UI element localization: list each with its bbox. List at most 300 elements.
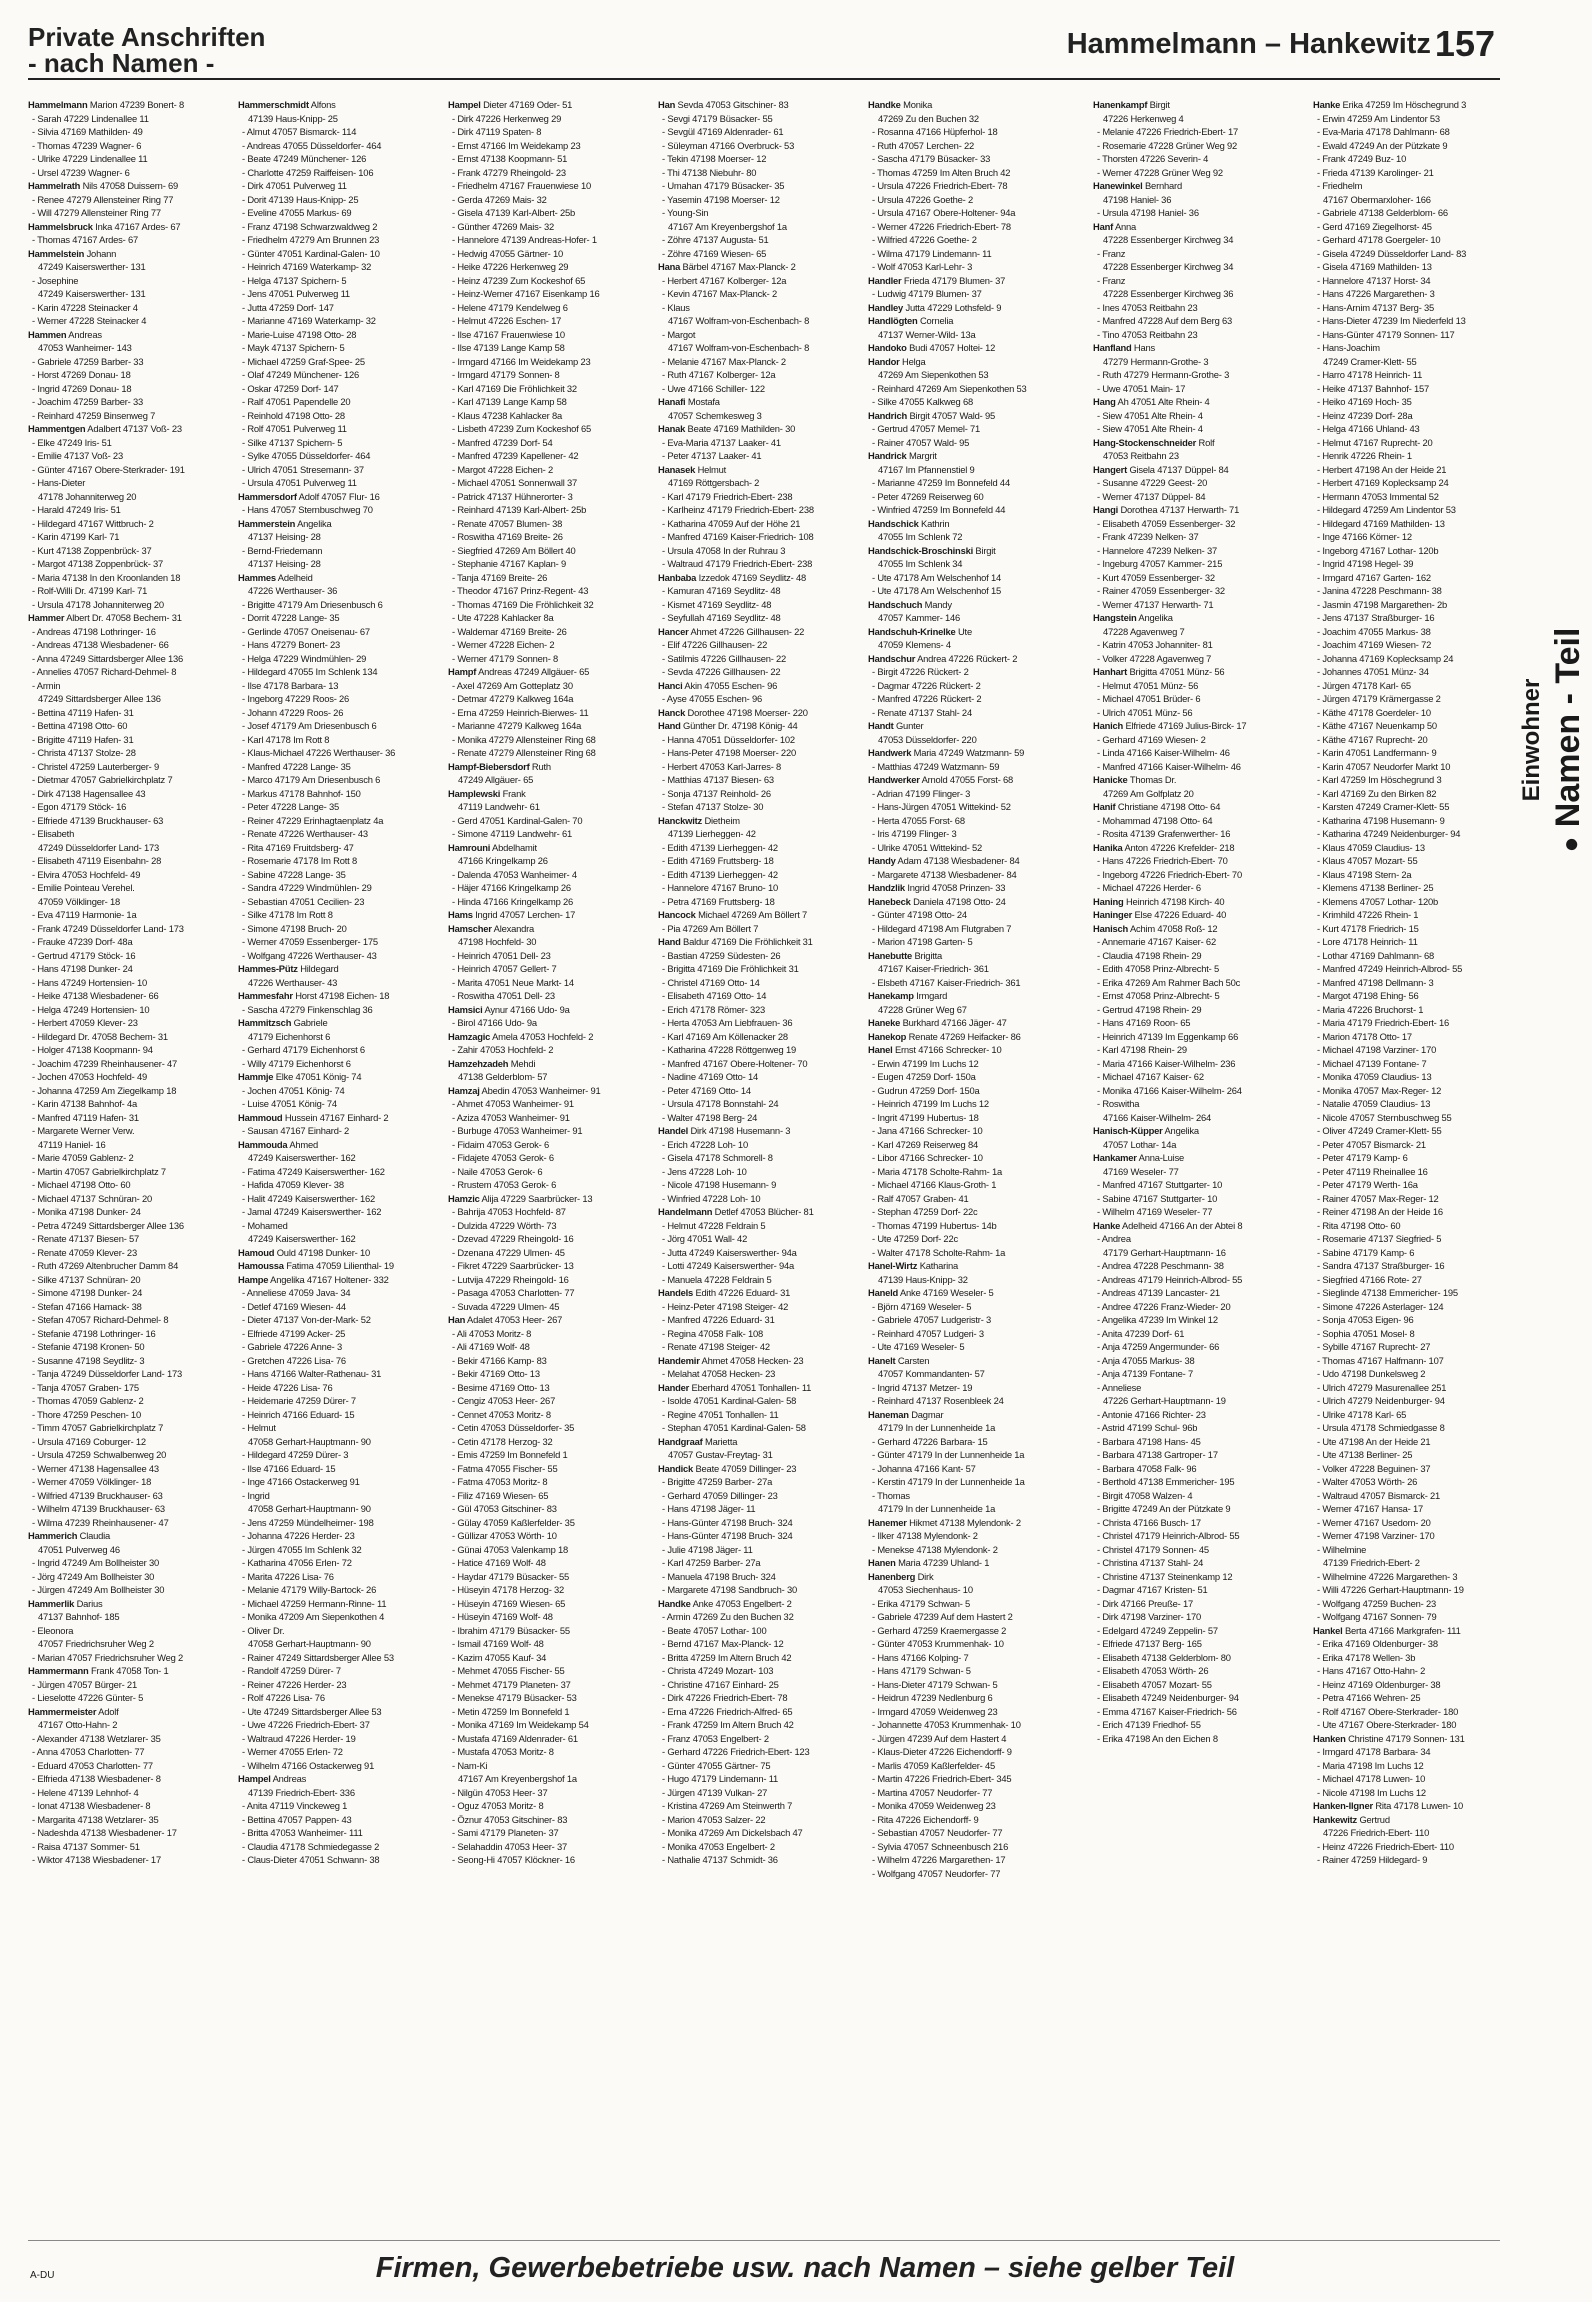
entry-details: - Karl 47169 Zu den Birken 82 [1317,787,1437,799]
directory-entry [238,935,443,949]
directory-entry [1313,1151,1498,1165]
entry-details: - Natalie 47059 Claudius- 13 [1317,1098,1431,1109]
directory-entry [448,1624,653,1638]
directory-entry [658,1219,863,1233]
entry-surname: Hanekop [868,1030,907,1042]
entry-details: - Ingeborg 47226 Friedrich-Ebert- 70 [1097,868,1242,880]
directory-entry [868,1772,1088,1786]
entry-details: Angelika 47167 Holtener- 332 [270,1273,389,1285]
entry-details: - Antonie 47166 Richter- 23 [1097,1408,1206,1420]
entry-details: - Claudia 47198 Rhein- 29 [1097,949,1202,961]
directory-entry [448,1813,653,1827]
entry-details: - Melahat 47058 Hecken- 23 [662,1368,776,1379]
directory-column [28,98,233,2228]
directory-entry [868,1448,1088,1462]
entry-details: - Frank 47249 Düsseldorfer Land- 173 [32,922,184,934]
entry-details: - Herbert 47169 Koplecksamp 24 [1317,477,1449,488]
entry-details: Burkhard 47166 Jäger- 47 [902,1017,1007,1028]
entry-details: - Ulrich 47051 Stresemann- 37 [242,463,364,475]
entry-details: - Helmut 47167 Ruprecht- 20 [1317,436,1433,448]
entry-details: - Thomas 47167 Halfmann- 107 [1317,1354,1444,1366]
directory-entry [238,719,443,733]
directory-entry [238,1664,443,1678]
entry-details: 47269 Am Siepenkothen 53 [878,369,989,380]
entry-surname: Hammelmann [28,99,88,110]
entry-details: - Monika 47279 Allensteiner Ring 68 [452,733,596,745]
entry-details: - Brigitta 47169 Die Fröhlichkeit 31 [662,963,799,974]
entry-details: - Uwe 47051 Main- 17 [1097,382,1186,394]
directory-entry [448,503,653,517]
entry-details: - Gerhard 47059 Dillinger- 23 [662,1489,778,1501]
entry-details: - Ursula 47169 Coburger- 12 [32,1435,146,1447]
directory-entry [238,287,443,301]
entry-details: - Siew 47051 Alte Rhein- 4 [1097,423,1203,434]
entry-details: - Simone 47226 Asterlager- 124 [1317,1300,1444,1312]
entry-details: - Elisabeth [32,828,75,839]
directory-entry [658,895,863,909]
entry-details: Kathrin [921,517,950,529]
directory-entry [658,503,863,517]
directory-entry [1093,301,1308,315]
entry-details: - Günter 47167 Obere-Sterkrader- 191 [32,463,185,475]
directory-entry [658,989,863,1003]
directory-entry [658,1772,863,1786]
entry-details: - Hinda 47166 Kringelkamp 26 [452,895,574,907]
directory-entry [448,1057,653,1071]
entry-details: - Bernd 47167 Max-Planck- 12 [662,1638,784,1649]
entry-details: - Holger 47138 Koopmann- 94 [32,1044,153,1055]
directory-entry [448,679,653,693]
entry-surname: Hanenkampf [1093,99,1148,110]
directory-entry [658,1097,863,1111]
directory-entry [1093,719,1308,733]
directory-entry [448,652,653,666]
entry-details: - Hüseyin 47169 Wiesen- 65 [452,1597,566,1609]
entry-details: - Klaus-Dieter 47226 Eichendorff- 9 [872,1746,1012,1757]
directory-entry [448,1151,653,1165]
entry-details: - Karlheinz 47179 Friedrich-Ebert- 238 [662,504,814,515]
directory-entry [448,1691,653,1705]
directory-entry [1093,1394,1308,1408]
directory-entry [238,1840,443,1854]
entry-details: - Hans 47249 Hortensien- 10 [32,976,147,988]
directory-entry [868,1124,1088,1138]
entry-details: - Werner 47226 Friedrich-Ebert- 78 [872,220,1011,232]
entry-details: - Kevin 47167 Max-Planck- 2 [662,288,777,299]
entry-details: 47053 Wanheimer- 143 [38,342,132,353]
entry-details: - Reinhard 47259 Binsenweg 7 [32,409,156,421]
directory-entry [28,1556,233,1570]
directory-entry [658,1664,863,1678]
entry-details: - Ingrid 47198 Hegel- 39 [1317,558,1414,569]
directory-entry [1093,530,1308,544]
entry-details: - Lisbeth 47239 Zum Kockeshof 65 [452,423,591,434]
directory-entry [448,625,653,639]
entry-details: - Olaf 47249 Münchener- 126 [242,369,360,380]
directory-entry [1093,746,1308,760]
entry-details: - Hans-Günter 47179 Sonnen- 117 [1317,328,1455,340]
entry-surname: Hanemer [868,1516,907,1528]
directory-entry [868,1205,1088,1219]
entry-details: - Gerhard 47178 Goergeler- 10 [1317,234,1441,245]
entry-details: Beate 47169 Mathilden- 30 [687,423,796,434]
directory-entry [238,1610,443,1624]
directory-entry [28,1232,233,1246]
entry-details: - Reinhard 47269 Am Siepenkothen 53 [872,382,1027,394]
directory-entry [1313,800,1498,814]
entry-details: Dietheim [704,814,740,826]
directory-entry [658,1813,863,1827]
directory-entry [1093,463,1308,477]
directory-entry [1313,760,1498,774]
directory-entry [868,503,1088,517]
entry-details: - Thorsten 47226 Severin- 4 [1097,153,1209,164]
directory-entry [448,166,653,180]
entry-details: - Jochen 47053 Hochfeld- 49 [32,1071,147,1082]
entry-surname: Hanckwitz [658,814,703,826]
directory-entry [1313,1192,1498,1206]
entry-surname: Handgraaf [658,1435,703,1447]
entry-surname: Hanke [1093,1219,1121,1231]
directory-entry [868,787,1088,801]
entry-details: - Heinz 47226 Friedrich-Ebert- 110 [1317,1840,1454,1852]
directory-entry [238,1570,443,1584]
entry-surname: Haninger [1093,909,1133,920]
directory-entry [448,1138,653,1152]
entry-details: Amela 47053 Hochfeld- 2 [492,1030,594,1042]
directory-entry [448,517,653,531]
directory-entry [868,530,1088,544]
entry-details: - Bettina 47057 Pappen- 43 [242,1813,352,1825]
entry-details: - Elisabeth 47138 Gelderblom- 80 [1097,1651,1231,1663]
directory-entry [1313,1408,1498,1422]
directory-entry [658,1300,863,1314]
entry-details: Gunter [895,720,924,731]
entry-details: - Jörg 47051 Wall- 42 [662,1233,748,1244]
directory-entry [658,854,863,868]
entry-details: - Gerlinde 47057 Oneisenau- 67 [242,625,370,637]
directory-entry [238,557,443,571]
directory-entry [1093,1016,1308,1030]
directory-entry [448,949,653,963]
entry-details: - Manfred 47169 Kaiser-Friedrich- 108 [662,531,814,542]
entry-surname: Hammes [238,571,276,583]
directory-entry [868,1111,1088,1125]
entry-details: - Randolf 47259 Dürer- 7 [242,1665,341,1676]
entry-details: - Helene 47179 Kendelweg 6 [452,301,568,313]
entry-details: - Silke 47137 Spichern- 5 [242,436,343,448]
directory-entry [448,1394,653,1408]
entry-details: - Thomas [872,1489,910,1501]
entry-details: - Erika 47169 Oldenburger- 38 [1317,1638,1438,1649]
directory-entry [1093,1192,1308,1206]
entry-details: - Bastian 47259 Südesten- 26 [662,949,781,961]
entry-details: 47138 Gelderblom- 57 [458,1071,548,1082]
entry-details: - Manfred 47167 Stuttgarter- 10 [1097,1179,1223,1190]
directory-column [1313,98,1498,2228]
directory-entry [448,1381,653,1395]
directory-entry [658,1678,863,1692]
entry-details: - Elvira 47053 Hochfeld- 49 [32,868,141,880]
directory-entry [28,166,233,180]
entry-details: - Katharina 47056 Erlen- 72 [242,1557,352,1568]
directory-entry [1313,557,1498,571]
entry-details: - Andrea [1097,1233,1131,1244]
directory-entry [868,692,1088,706]
entry-details: - Stephan 47051 Kardinal-Galen- 58 [662,1422,806,1433]
directory-entry [868,152,1088,166]
directory-entry [448,1111,653,1125]
entry-details: - Hans-Arnim 47137 Berg- 35 [1317,301,1435,313]
entry-details: - Regina 47058 Falk- 108 [662,1327,763,1339]
entry-details: - Thomas 47169 Die Fröhlichkeit 32 [452,598,594,610]
directory-entry [1093,1718,1308,1732]
directory-entry [1093,1327,1308,1341]
entry-details: - Werner 47228 Eichen- 2 [452,639,555,650]
entry-details: 47139 Friedrich-Ebert- 2 [1323,1557,1420,1568]
directory-entry [1313,1313,1498,1327]
directory-entry [868,1853,1088,1867]
entry-surname: Handwerker [868,774,920,785]
entry-details: Maria 47239 Uhland- 1 [898,1557,990,1568]
entry-details: - Reinhard 47139 Karl-Albert- 25b [452,504,587,515]
entry-details: - Brigitte 47249 An der Pützkate 9 [1097,1503,1231,1514]
directory-entry [1093,355,1308,369]
entry-details: - Monika 47166 Kaiser-Wilhelm- 264 [1097,1084,1242,1096]
entry-details: - Johanna 47169 Koplecksamp 24 [1317,652,1454,664]
directory-entry [238,1138,443,1152]
entry-details: - Egon 47179 Stöck- 16 [32,801,127,812]
entry-details: - Bernd-Friedemann [242,544,323,556]
directory-entry [238,1327,443,1341]
directory-entry [28,1205,233,1219]
entry-details: - Manfred 47249 Heinrich-Albrod- 55 [1317,963,1463,974]
directory-entry [658,1070,863,1084]
entry-details: - Inge 47166 Ostackerweg 91 [242,1476,360,1487]
entry-details: Christiane 47198 Otto- 64 [1117,801,1221,812]
directory-entry [1093,868,1308,882]
directory-entry [1313,530,1498,544]
entry-details: - Sevgül 47169 Aldenrader- 61 [662,126,784,137]
directory-entry [238,328,443,342]
directory-entry [658,1597,863,1611]
directory-entry [1313,868,1498,882]
entry-details: Abedin 47053 Wanheimer- 91 [481,1084,601,1096]
directory-entry [868,611,1088,625]
directory-entry [868,1313,1088,1327]
directory-entry [1093,1205,1308,1219]
directory-entry [658,301,863,315]
directory-entry [448,1826,653,1840]
directory-entry [1313,1286,1498,1300]
directory-entry [1093,1246,1308,1260]
entry-surname: Hampel [238,1773,271,1784]
directory-entry [868,1165,1088,1179]
directory-entry [28,274,233,288]
directory-entry [238,1165,443,1179]
entry-details: - Günai 47053 Valenkamp 18 [452,1543,569,1555]
entry-details: - Klemens 47057 Lothar- 120b [1317,895,1439,907]
directory-entry [658,1556,863,1570]
entry-surname: Hanicke [1093,774,1128,785]
entry-details: - Charlotte 47259 Raiffeisen- 106 [242,166,374,178]
entry-details: Dorothee 47198 Moerser- 220 [687,706,808,718]
directory-entry [1093,706,1308,720]
directory-entry [1093,773,1308,787]
directory-entry [1093,1232,1308,1246]
entry-surname: Handley [868,301,904,313]
directory-entry [1313,152,1498,166]
entry-details: - Renee 47279 Allensteiner Ring 77 [32,193,174,205]
entry-details: - Werner 47059 Völklinger- 18 [32,1476,152,1487]
entry-details: - Suvada 47229 Ulmen- 45 [452,1300,560,1312]
directory-entry [28,895,233,909]
entry-details: 47178 Johanniterweg 20 [38,490,137,502]
directory-entry [658,706,863,720]
entry-details: - Ursula 47178 Schmiedgasse 8 [1317,1422,1445,1433]
directory-entry [28,706,233,720]
entry-details: 47249 Kaiserswerther- 131 [38,261,146,272]
directory-entry [28,557,233,571]
entry-details: - Roswitha [1097,1098,1140,1109]
directory-entry [238,1813,443,1827]
directory-entry [658,746,863,760]
entry-details: - Ute 47138 Berliner- 25 [1317,1449,1413,1460]
entry-details: - Sonja 47137 Reinhold- 26 [662,787,771,799]
entry-details: - Halit 47249 Kaiserswerther- 162 [242,1192,376,1204]
entry-details: - Lieselotte 47226 Günter- 5 [32,1692,144,1703]
directory-entry [1313,719,1498,733]
directory-entry [28,1057,233,1071]
directory-entry [1313,206,1498,220]
directory-entry [1093,152,1308,166]
entry-details: - Elif 47226 Gillhausen- 22 [662,639,768,650]
directory-entry [1313,962,1498,976]
entry-details: - Dirk 47198 Varziner- 170 [1097,1611,1202,1622]
directory-entry [658,814,863,828]
entry-details: - Reiner 47198 An der Heide 16 [1317,1206,1443,1217]
directory-entry [448,1610,653,1624]
directory-entry [238,341,443,355]
entry-details: - Ute 47167 Obere-Sterkrader- 180 [1317,1719,1457,1730]
directory-entry [658,1111,863,1125]
directory-entry [658,1367,863,1381]
entry-details: - Klaus 47059 Claudius- 13 [1317,841,1425,853]
entry-details: - Christel 47169 Otto- 14 [662,976,760,988]
name-range-text: Hammelmann – Hankewitz [1066,28,1431,60]
entry-details: 47179 In der Lunnenheide 1a [878,1422,996,1433]
entry-surname: Hana [658,261,681,272]
directory-entry [1313,341,1498,355]
entry-surname: Han [448,1314,466,1325]
directory-entry [238,1408,443,1422]
entry-details: - Walter 47198 Berg- 24 [662,1111,758,1123]
entry-details: - Rosita 47139 Grafenwerther- 16 [1097,828,1231,839]
entry-details: 47279 Hermann-Grothe- 3 [1103,355,1209,367]
directory-entry [238,1151,443,1165]
directory-entry [28,1651,233,1665]
entry-details: - Franz [1097,274,1126,286]
entry-surname: Handels [658,1287,694,1298]
directory-entry [868,679,1088,693]
directory-entry [28,746,233,760]
directory-entry [238,1273,443,1287]
entry-details: - Kamuran 47169 Seydlitz- 48 [662,585,781,596]
entry-details: 47167 Wolfram-von-Eschenbach- 8 [668,315,810,326]
entry-details: - Manfred 47119 Hafen- 31 [32,1111,139,1123]
directory-entry [238,422,443,436]
entry-details: - Ingeburg 47057 Kammer- 215 [1097,558,1223,569]
directory-entry [28,638,233,652]
directory-entry [28,1408,233,1422]
directory-entry [238,1394,443,1408]
directory-entry [28,1246,233,1260]
entry-surname: Hangi [1093,504,1119,515]
directory-entry [1093,368,1308,382]
entry-details: 47053 Siechenhaus- 10 [878,1584,973,1595]
directory-entry [1093,557,1308,571]
entry-details: - Werner 47138 Hagensallee 43 [32,1462,159,1474]
directory-entry [868,422,1088,436]
directory-entry [448,787,653,801]
entry-details: Maria 47249 Watzmann- 59 [913,747,1025,758]
entry-details: - Ernst 47058 Prinz-Albrecht- 5 [1097,990,1220,1001]
directory-entry [1093,760,1308,774]
entry-details: - Monika 47169 Im Weidekamp 54 [452,1719,589,1730]
directory-entry [868,1381,1088,1395]
entry-details: - Josephine [32,274,79,286]
directory-entry [28,341,233,355]
entry-details: - Matthias 47249 Watzmann- 59 [872,760,1000,772]
directory-entry [28,692,233,706]
entry-details: - Renate 47057 Blumen- 38 [452,517,563,529]
directory-entry [1313,125,1498,139]
directory-entry [28,1732,233,1746]
entry-details: - Jens 47228 Loh- 10 [662,1165,747,1177]
directory-entry [658,1030,863,1044]
entry-details: - Rita 47226 Eichendorff- 9 [872,1813,979,1825]
entry-details: Dirk 47198 Husemann- 3 [690,1125,791,1136]
directory-entry [448,1246,653,1260]
directory-entry [28,1300,233,1314]
directory-entry [28,1273,233,1287]
directory-entry [868,1043,1088,1057]
directory-entry [658,1637,863,1651]
directory-entry [1313,1219,1498,1233]
directory-entry [1313,1489,1498,1503]
entry-details: Ahmet 47058 Hecken- 23 [701,1354,804,1366]
directory-entry [868,1394,1088,1408]
entry-details: Brigitta [914,949,943,961]
directory-entry [28,1340,233,1354]
directory-entry [448,1556,653,1570]
directory-entry [868,1219,1088,1233]
entry-details: - Werner 47198 Varziner- 170 [1317,1530,1435,1541]
directory-entry [28,1354,233,1368]
directory-entry [658,1489,863,1503]
footer-banner: Firmen, Gewerbebetriebe usw. nach Namen – siehe gelber Teil [375,2252,1235,2284]
entry-details: - Young-Sin [662,207,709,218]
directory-entry [1093,814,1308,828]
directory-entry [868,652,1088,666]
entry-details: - Dirk 47226 Friedrich-Ebert- 78 [662,1692,788,1703]
directory-entry [1313,1718,1498,1732]
directory-entry [1093,1097,1308,1111]
directory-entry [28,1718,233,1732]
directory-entry [448,139,653,153]
directory-entry [448,827,653,841]
directory-entry [1313,260,1498,274]
